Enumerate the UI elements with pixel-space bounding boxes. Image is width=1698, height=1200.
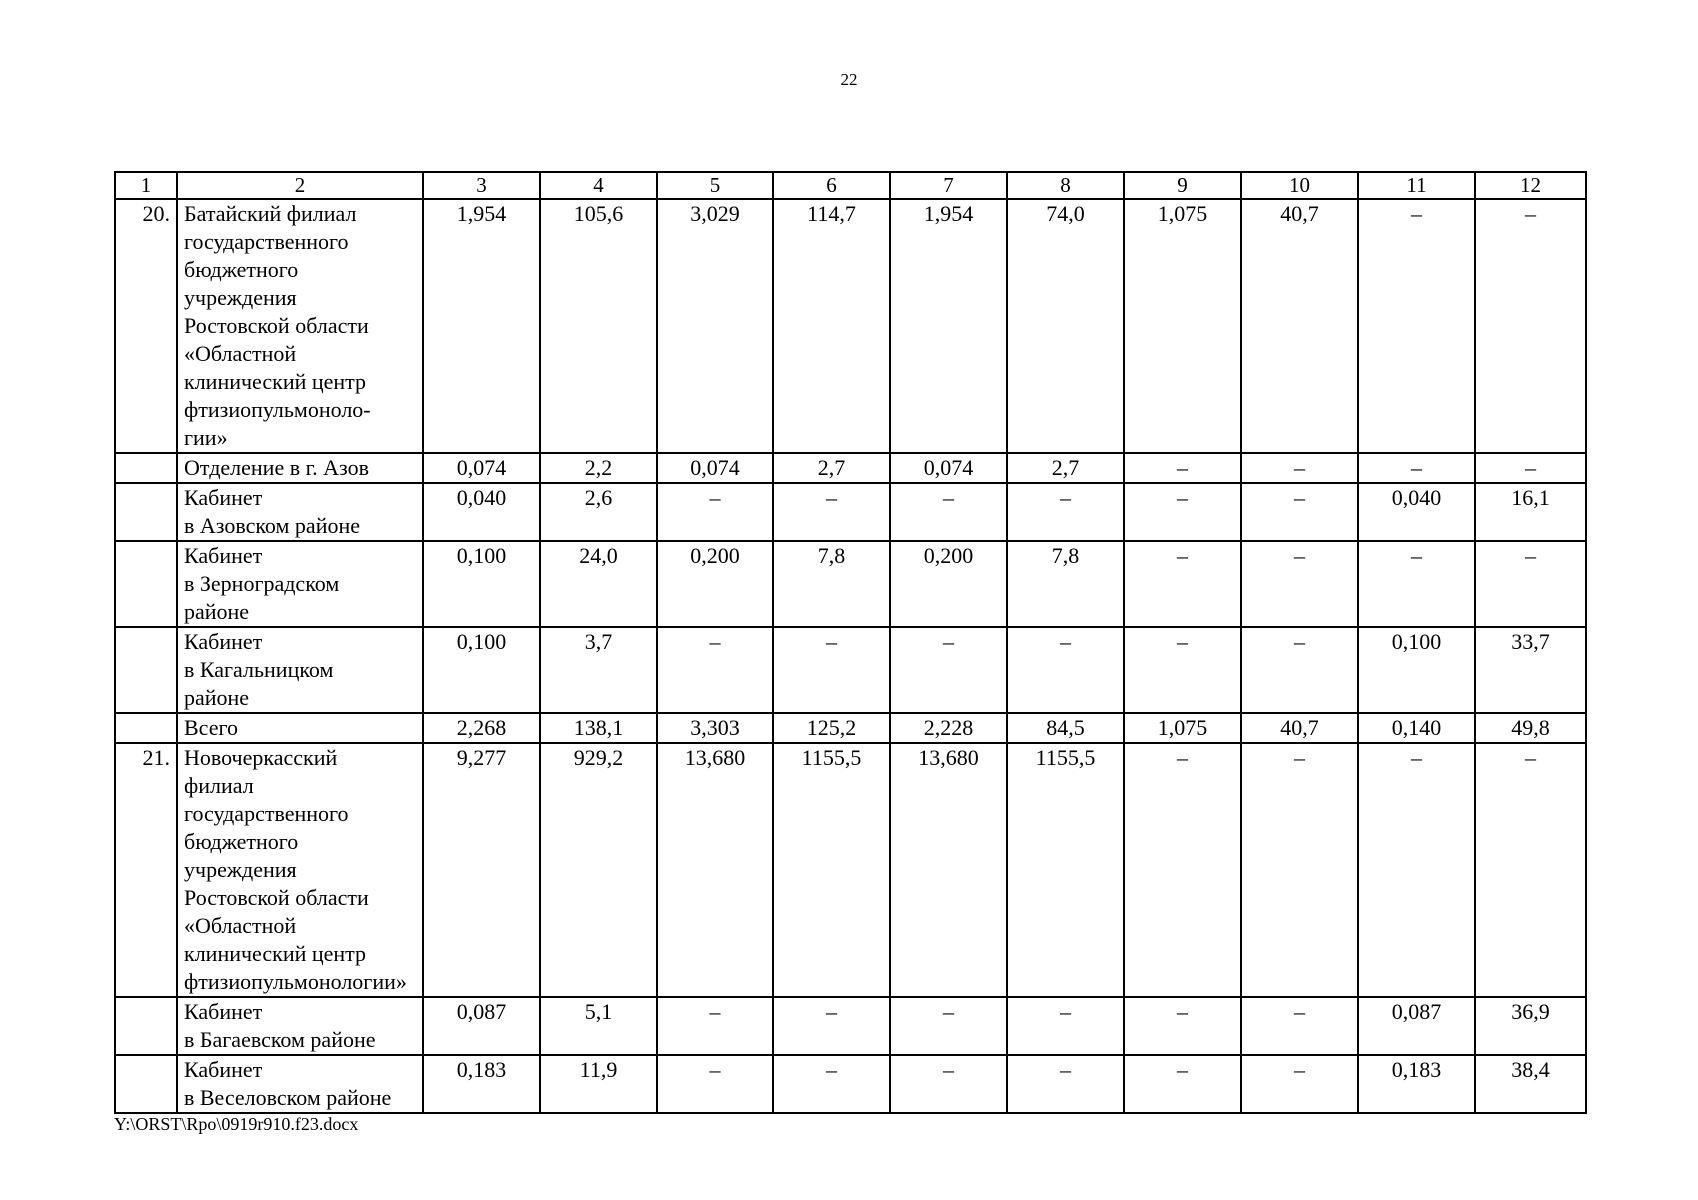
column-header: 4 [540, 172, 657, 199]
row-number [115, 1055, 177, 1113]
column-header: 9 [1124, 172, 1241, 199]
row-name: Кабинет в Багаевском районе [177, 997, 423, 1055]
table-cell: – [657, 1055, 773, 1113]
table-cell: – [1124, 997, 1241, 1055]
table-row [115, 483, 1586, 541]
table-cell: 2,6 [540, 483, 657, 541]
table-cell: 3,7 [540, 627, 657, 713]
table-cell: 1,954 [423, 199, 540, 453]
table-cell: – [1241, 453, 1358, 483]
table-cell: – [1007, 483, 1124, 541]
table-cell: – [1475, 199, 1586, 453]
table-row [115, 541, 1586, 627]
row-number [115, 713, 177, 743]
table-cell: – [773, 627, 890, 713]
table-cell: 2,7 [773, 453, 890, 483]
table-row [115, 453, 1586, 483]
table-cell: 0,074 [657, 453, 773, 483]
table-cell: – [1358, 541, 1475, 627]
table-cell: 0,040 [423, 483, 540, 541]
table-cell: 16,1 [1475, 483, 1586, 541]
table-cell: 1,075 [1124, 199, 1241, 453]
table-cell: 11,9 [540, 1055, 657, 1113]
table-cell: 13,680 [890, 743, 1007, 997]
row-number [115, 627, 177, 713]
table-cell: 0,100 [423, 627, 540, 713]
table-cell: 3,029 [657, 199, 773, 453]
table-cell: 84,5 [1007, 713, 1124, 743]
table-cell: 1155,5 [773, 743, 890, 997]
table-cell: – [1007, 1055, 1124, 1113]
table-cell: – [657, 997, 773, 1055]
table-cell: 3,303 [657, 713, 773, 743]
column-header: 11 [1358, 172, 1475, 199]
table-cell: 7,8 [1007, 541, 1124, 627]
table-cell: 2,228 [890, 713, 1007, 743]
table-cell: 38,4 [1475, 1055, 1586, 1113]
table-cell: 0,183 [423, 1055, 540, 1113]
table-cell: 2,7 [1007, 453, 1124, 483]
header-row [115, 172, 1586, 199]
table-cell: 9,277 [423, 743, 540, 997]
table-cell: – [890, 1055, 1007, 1113]
table-cell: 0,040 [1358, 483, 1475, 541]
row-name: Отделение в г. Азов [177, 453, 423, 483]
table-cell: – [1241, 627, 1358, 713]
table-cell: 0,074 [890, 453, 1007, 483]
row-number [115, 453, 177, 483]
table-cell: – [1124, 1055, 1241, 1113]
table-cell: – [1124, 453, 1241, 483]
table-cell: – [1007, 997, 1124, 1055]
table-cell: 33,7 [1475, 627, 1586, 713]
row-name: Всего [177, 713, 423, 743]
row-name: Кабинет в Кагальницком районе [177, 627, 423, 713]
column-header: 7 [890, 172, 1007, 199]
table-cell: 40,7 [1241, 199, 1358, 453]
file-path: Y:\ORST\Rpo\0919r910.f23.docx [114, 1114, 359, 1134]
column-header: 6 [773, 172, 890, 199]
table-cell: 0,200 [657, 541, 773, 627]
table-cell: – [1007, 627, 1124, 713]
table-row [115, 199, 1586, 453]
table-cell: – [773, 997, 890, 1055]
row-number: 20. [115, 199, 177, 453]
table-cell: 13,680 [657, 743, 773, 997]
table-cell: 49,8 [1475, 713, 1586, 743]
table-cell: – [1241, 743, 1358, 997]
column-header: 8 [1007, 172, 1124, 199]
table-cell: – [1358, 743, 1475, 997]
column-header: 3 [423, 172, 540, 199]
table-cell: 929,2 [540, 743, 657, 997]
table-row [115, 743, 1586, 997]
table-row [115, 627, 1586, 713]
table-cell: – [657, 627, 773, 713]
table-cell: – [1475, 453, 1586, 483]
table-cell: 0,074 [423, 453, 540, 483]
table-row [115, 713, 1586, 743]
table-cell: – [1358, 453, 1475, 483]
row-name: Кабинет в Зерноградском районе [177, 541, 423, 627]
table-cell: – [1241, 997, 1358, 1055]
table-cell: 114,7 [773, 199, 890, 453]
table-cell: – [1475, 743, 1586, 997]
column-header: 2 [177, 172, 423, 199]
table-cell: 0,200 [890, 541, 1007, 627]
table-cell: 2,2 [540, 453, 657, 483]
table-cell: 0,087 [423, 997, 540, 1055]
table-cell: 7,8 [773, 541, 890, 627]
row-name: Кабинет в Азовском районе [177, 483, 423, 541]
table-cell: 125,2 [773, 713, 890, 743]
table-cell: 0,087 [1358, 997, 1475, 1055]
table-cell: 0,100 [423, 541, 540, 627]
column-header: 1 [115, 172, 177, 199]
table-cell: – [1358, 199, 1475, 453]
row-number: 21. [115, 743, 177, 997]
table-cell: 1155,5 [1007, 743, 1124, 997]
row-number [115, 997, 177, 1055]
table-cell: 74,0 [1007, 199, 1124, 453]
table-cell: 1,075 [1124, 713, 1241, 743]
table-cell: – [1241, 483, 1358, 541]
row-number [115, 483, 177, 541]
table-cell: – [1124, 627, 1241, 713]
page-number: 22 [840, 70, 858, 89]
table-cell: – [1124, 743, 1241, 997]
table-cell: – [890, 483, 1007, 541]
row-number [115, 541, 177, 627]
row-name: Кабинет в Веселовском районе [177, 1055, 423, 1113]
table-cell: 0,100 [1358, 627, 1475, 713]
table-cell: 105,6 [540, 199, 657, 453]
table-cell: 0,183 [1358, 1055, 1475, 1113]
table-row [115, 1055, 1586, 1113]
table-cell: 24,0 [540, 541, 657, 627]
table-cell: – [657, 483, 773, 541]
table-cell: – [890, 997, 1007, 1055]
table-cell: – [1475, 541, 1586, 627]
table-cell: 0,140 [1358, 713, 1475, 743]
table-cell: – [1241, 541, 1358, 627]
column-header: 12 [1475, 172, 1586, 199]
table-cell: – [1241, 1055, 1358, 1113]
table-cell: 1,954 [890, 199, 1007, 453]
table-cell: 2,268 [423, 713, 540, 743]
table-cell: – [773, 1055, 890, 1113]
table-cell: – [890, 627, 1007, 713]
table-cell: – [773, 483, 890, 541]
row-name: Батайский филиал государственного бюджетного учреждения Ростовской области «Областной клинический центр фтизиопульмоноло- гии» [177, 199, 423, 453]
table-cell: 138,1 [540, 713, 657, 743]
column-header: 10 [1241, 172, 1358, 199]
table-cell: 5,1 [540, 997, 657, 1055]
table-cell: – [1124, 541, 1241, 627]
row-name: Новочеркасский филиал государственного бюджетного учреждения Ростовской области «Областной клинический центр фтизиопульмонологии» [177, 743, 423, 997]
data-table [114, 171, 1587, 1114]
table-row [115, 997, 1586, 1055]
table-cell: 40,7 [1241, 713, 1358, 743]
table-cell: 36,9 [1475, 997, 1586, 1055]
column-header: 5 [657, 172, 773, 199]
table-cell: – [1124, 483, 1241, 541]
